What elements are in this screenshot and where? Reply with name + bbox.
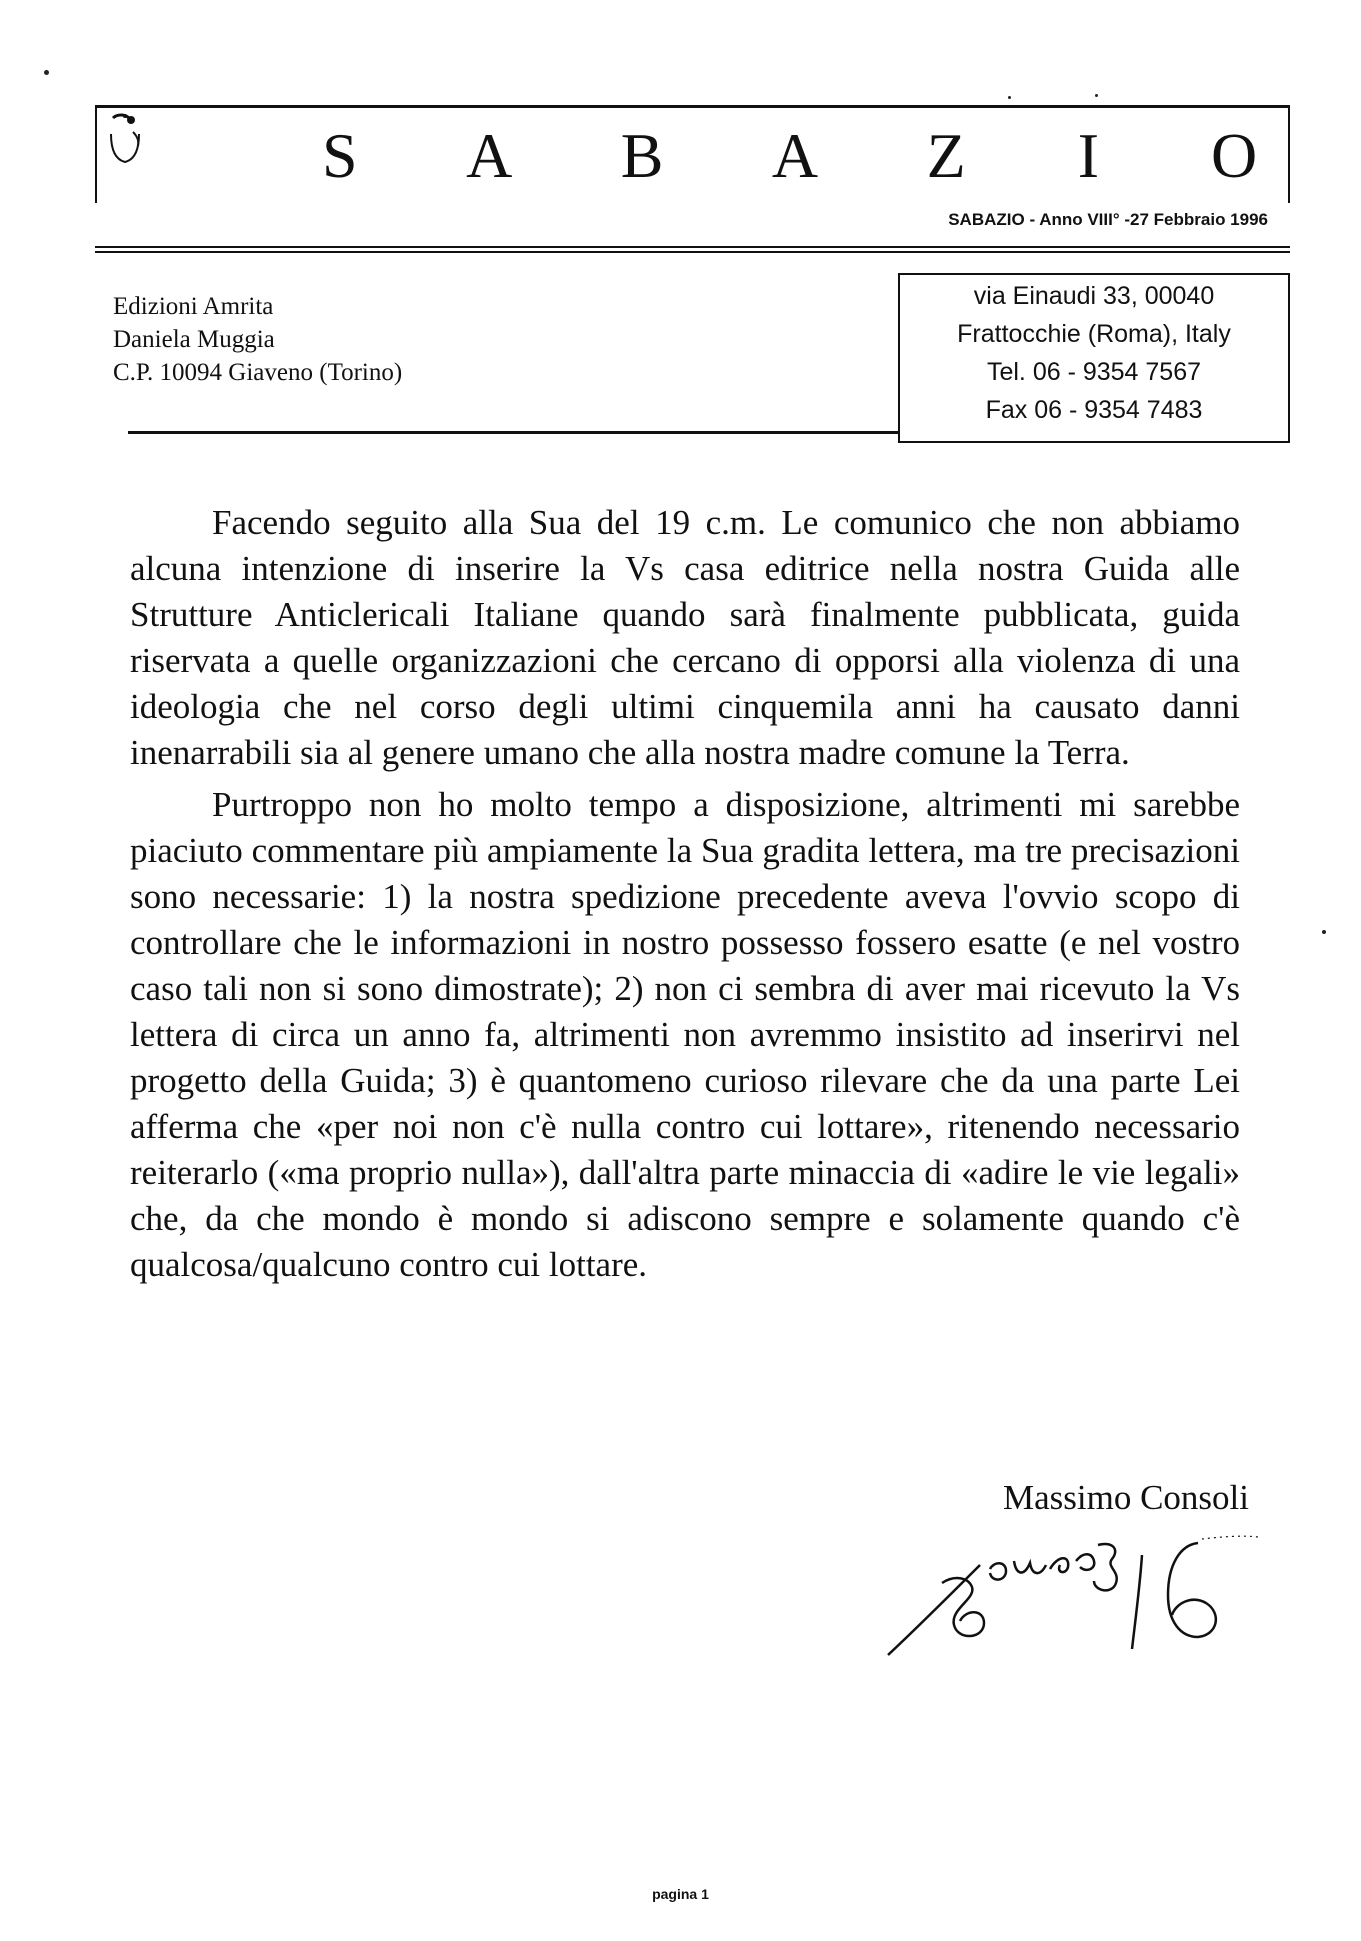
handwritten-signature-icon [880, 1525, 1300, 1675]
page-number: pagina 1 [652, 1886, 709, 1902]
sender-address-box [898, 273, 1290, 443]
masthead [95, 105, 1306, 229]
scan-speck [44, 70, 49, 75]
header-rule [95, 251, 1290, 253]
issue-date-line: SABAZIO - Anno VIII° -27 Febbraio 1996 [948, 210, 1268, 229]
masthead-title: S A B A Z I O [322, 120, 1306, 191]
recipient-line: Edizioni Amrita [113, 293, 274, 320]
scan-speck [1095, 94, 1098, 97]
seal-emblem-icon [103, 110, 149, 172]
header-rule [95, 246, 1290, 248]
sender-line: Fax 06 - 9354 7483 [985, 396, 1203, 424]
scan-speck [1008, 96, 1011, 99]
sender-line: Frattocchie (Roma), Italy [957, 320, 1231, 348]
recipient-address [113, 290, 402, 389]
body-paragraph: Facendo seguito alla Sua del 19 c.m. Le comunico che non abbiamo alcuna intenzione di inserire la Vs casa editrice nella nostra Guida alle Strutture Anticlericali Italiane quando sarà finalmente pubblicata, guida riservata a quelle organizzazioni che cercano di opporsi alla violenza di una ideologia che nel corso degli ultimi cinquemila anni ha causato danni inenarrabili sia al genere umano che alla nostra madre comune la Terra. [130, 503, 1240, 772]
letter-body [130, 500, 1240, 1294]
recipient-line: Daniela Muggia [113, 326, 275, 353]
sender-name: Massimo Consoli [1002, 1478, 1249, 1517]
sender-line: Tel. 06 - 9354 7567 [986, 358, 1202, 386]
sender-line: via Einaudi 33, 00040 [973, 282, 1215, 310]
recipient-line: C.P. 10094 Giaveno (Torino) [113, 359, 403, 386]
scan-speck [1322, 930, 1326, 934]
address-underline [128, 431, 898, 434]
body-paragraph: Purtroppo non ho molto tempo a disposizione, altrimenti mi sarebbe piaciuto commentare più ampiamente la Sua gradita lettera, ma tre precisazioni sono necessarie: 1) la nostra spedizione precedente aveva l'ovvio scopo di controllare che le informazioni in nostro possesso fossero esatte (e nel vostro caso tali non si sono dimostrate); 2) non ci sembra di aver mai ricevuto la Vs lettera di circa un anno fa, altrimenti non avremmo insistito ad inserirvi nel progetto della Guida; 3) è quantomeno curioso rilevare che da una parte Lei afferma che «per noi non c'è nulla contro cui lottare», ritenendo necessario reiterarlo («ma proprio nulla»), dall'altra parte minaccia di «adire le vie legali» che, da che mondo è mondo si adiscono sempre e solamente quando c'è qualcosa/qualcuno contro cui lottare. [130, 785, 1240, 1284]
